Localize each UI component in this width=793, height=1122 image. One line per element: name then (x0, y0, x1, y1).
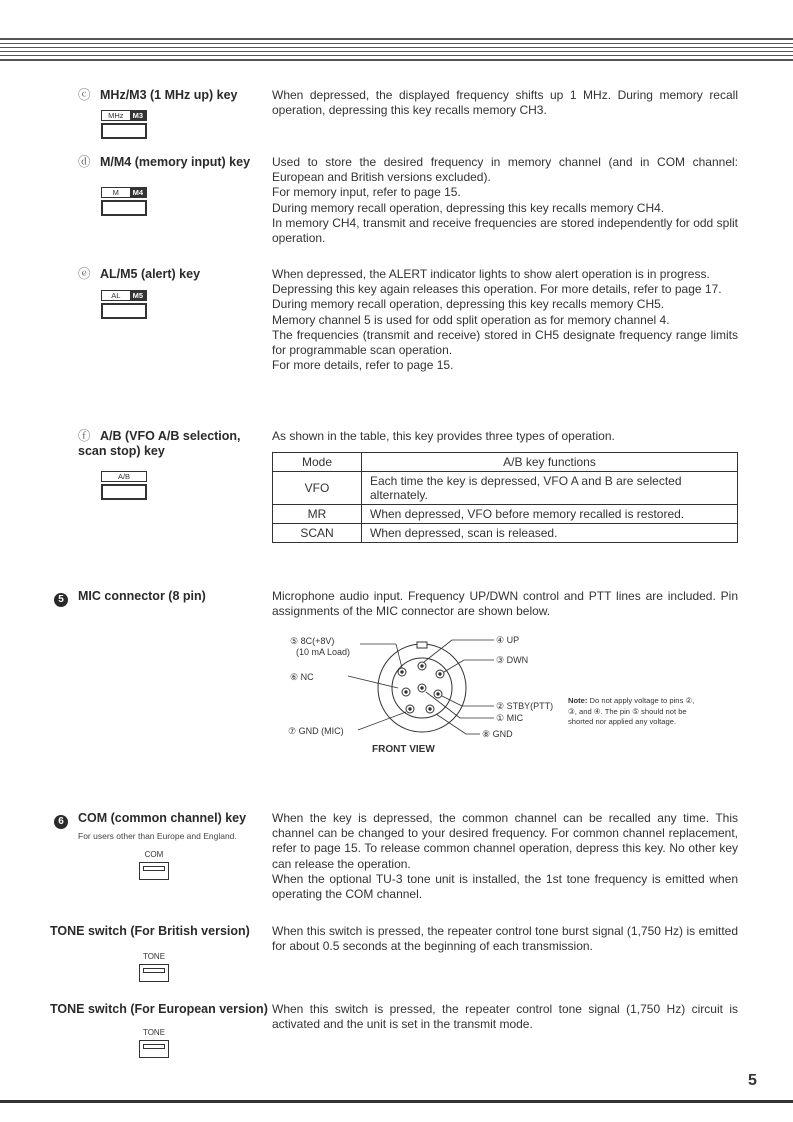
table-cell: VFO (273, 472, 362, 505)
text-line: Memory channel 5 is used for odd split operation as for memory channel 4. (272, 312, 670, 327)
table-cell: MR (273, 505, 362, 524)
table-cell: When depressed, VFO before memory recalled is restored. (362, 505, 738, 524)
pin-label: ② STBY(PTT) (496, 701, 554, 711)
tone-switch-british[interactable] (134, 952, 174, 982)
text-line: In memory CH4, transmit and receive frequencies are stored independently for odd split operation. (272, 215, 738, 246)
text-line: When the key is depressed, the common channel can be recalled any time. This channel can be changed to your desired frequency. For common channel replacement, refer to page 15. To release common channel operation, depress this key. No other key can release the operation. (272, 811, 738, 871)
text-line: When depressed, the ALERT indicator lights to show alert operation is in progress. (272, 267, 710, 281)
text-line: During memory recall operation, depressing this key recalls memory CH5. (272, 297, 665, 312)
table-row (273, 524, 738, 543)
table-cell: Each time the key is depressed, VFO A and B are selected alternately. (362, 472, 738, 505)
key-cap-label: AL (111, 291, 121, 300)
section-e-title: ⓔ AL/M5 (alert) key (78, 267, 201, 281)
table-header: A/B key functions (362, 453, 738, 472)
section-mic-title: 5 MIC connector (8 pin) (54, 589, 206, 607)
section-d-text (272, 155, 738, 246)
key-cap-label: A/B (117, 472, 131, 481)
section-c-text: When depressed, the displayed frequency shifts up 1 MHz. During memory recall operation, depressing this key recalls memory CH3. (272, 88, 738, 118)
table-cell: SCAN (273, 524, 362, 543)
table-cell: When depressed, scan is released. (362, 524, 738, 543)
section-f-text: As shown in the table, this key provides three types of operation. (272, 429, 615, 443)
com-key[interactable] (134, 850, 174, 880)
section-tone-eu-title: TONE switch (For European version) (50, 1002, 268, 1016)
diagram-caption: FRONT VIEW (372, 744, 435, 755)
pin-label: ⑦ GND (MIC) (288, 726, 344, 736)
table-row (273, 472, 738, 505)
a-b-key[interactable] (101, 471, 147, 500)
section-tone-gb-text: When this switch is pressed, the repeater control tone burst signal (1,750 Hz) is emitted for about 0.5 seconds at the beginning of each transmission. (272, 924, 738, 954)
section-d-title: ⓓ M/M4 (memory input) key (78, 155, 251, 169)
key-cap-label: M5 (130, 291, 146, 300)
table-header-row (273, 453, 738, 472)
section-com-title: 6 COM (common channel) key For users other than Europe and England. (54, 811, 246, 844)
text-line: When the optional TU-3 tone unit is installed, the 1st tone frequency is emitted when operating the COM channel. (272, 871, 738, 902)
section-f-title: ⓕ A/B (VFO A/B selection, scan stop) key (78, 429, 241, 458)
text-line: For memory input, refer to page 15. (272, 185, 461, 200)
al-m5-key[interactable] (101, 290, 147, 319)
section-tone-gb-title: TONE switch (For British version) (50, 924, 250, 938)
section-tone-eu-text: When this switch is pressed, the repeater control tone signal (1,750 Hz) circuit is activated and the unit is set in the transmit mode. (272, 1002, 738, 1032)
pin-label: ⑤ 8C(+8V) (290, 636, 335, 646)
ab-key-table (272, 452, 738, 543)
pin-label: ③ DWN (496, 655, 529, 665)
footer-rule (0, 1100, 793, 1103)
key-cap-label: TONE (142, 1028, 166, 1037)
page-number: 5 (748, 1072, 757, 1089)
tone-switch-european[interactable] (134, 1028, 174, 1058)
header-rule (0, 38, 793, 64)
section-c-title: ⓒ MHz/M3 (1 MHz up) key (78, 88, 238, 102)
section-mic-text: Microphone audio input. Frequency UP/DWN control and PTT lines are included. Pin assignments of the MIC connector are shown below. (272, 589, 738, 619)
pin-label: (10 mA Load) (296, 647, 351, 657)
mic-note: Note: Do not apply voltage to pins ②, ③, and ④. The pin ⑤ should not be shorted nor applied any voltage. (568, 696, 695, 726)
section-e-text (272, 267, 738, 373)
text-line: During memory recall operation, depressing this key recalls memory CH4. (272, 200, 665, 215)
section-com-subtitle: For users other than Europe and England. (78, 831, 237, 841)
pin-label: ④ UP (496, 635, 520, 645)
key-cap-label: M (112, 188, 119, 197)
key-cap-label: MHz (108, 111, 124, 120)
pin-label: ① MIC (496, 713, 524, 723)
m-m4-key[interactable] (101, 187, 147, 216)
key-cap-label: TONE (142, 952, 166, 961)
table-row (273, 505, 738, 524)
mhz-m3-key[interactable] (101, 110, 147, 139)
text-line: For more details, refer to page 15. (272, 358, 454, 373)
key-cap-label: M3 (130, 111, 146, 120)
key-cap-label: COM (144, 850, 164, 859)
pin-label: ⑧ GND (482, 729, 513, 739)
text-line: Depressing this key again releases this operation. For more details, refer to page 17. (272, 282, 722, 297)
section-com-text (272, 811, 738, 902)
pin-label: ⑥ NC (290, 672, 314, 682)
text-line: The frequencies (transmit and receive) stored in CH5 designate frequency range limits for programmable scan operation. (272, 327, 738, 358)
table-header: Mode (273, 453, 362, 472)
key-cap-label: M4 (130, 188, 146, 197)
text-line: Used to store the desired frequency in memory channel (and in COM channel: European and British versions excluded). (272, 155, 738, 185)
